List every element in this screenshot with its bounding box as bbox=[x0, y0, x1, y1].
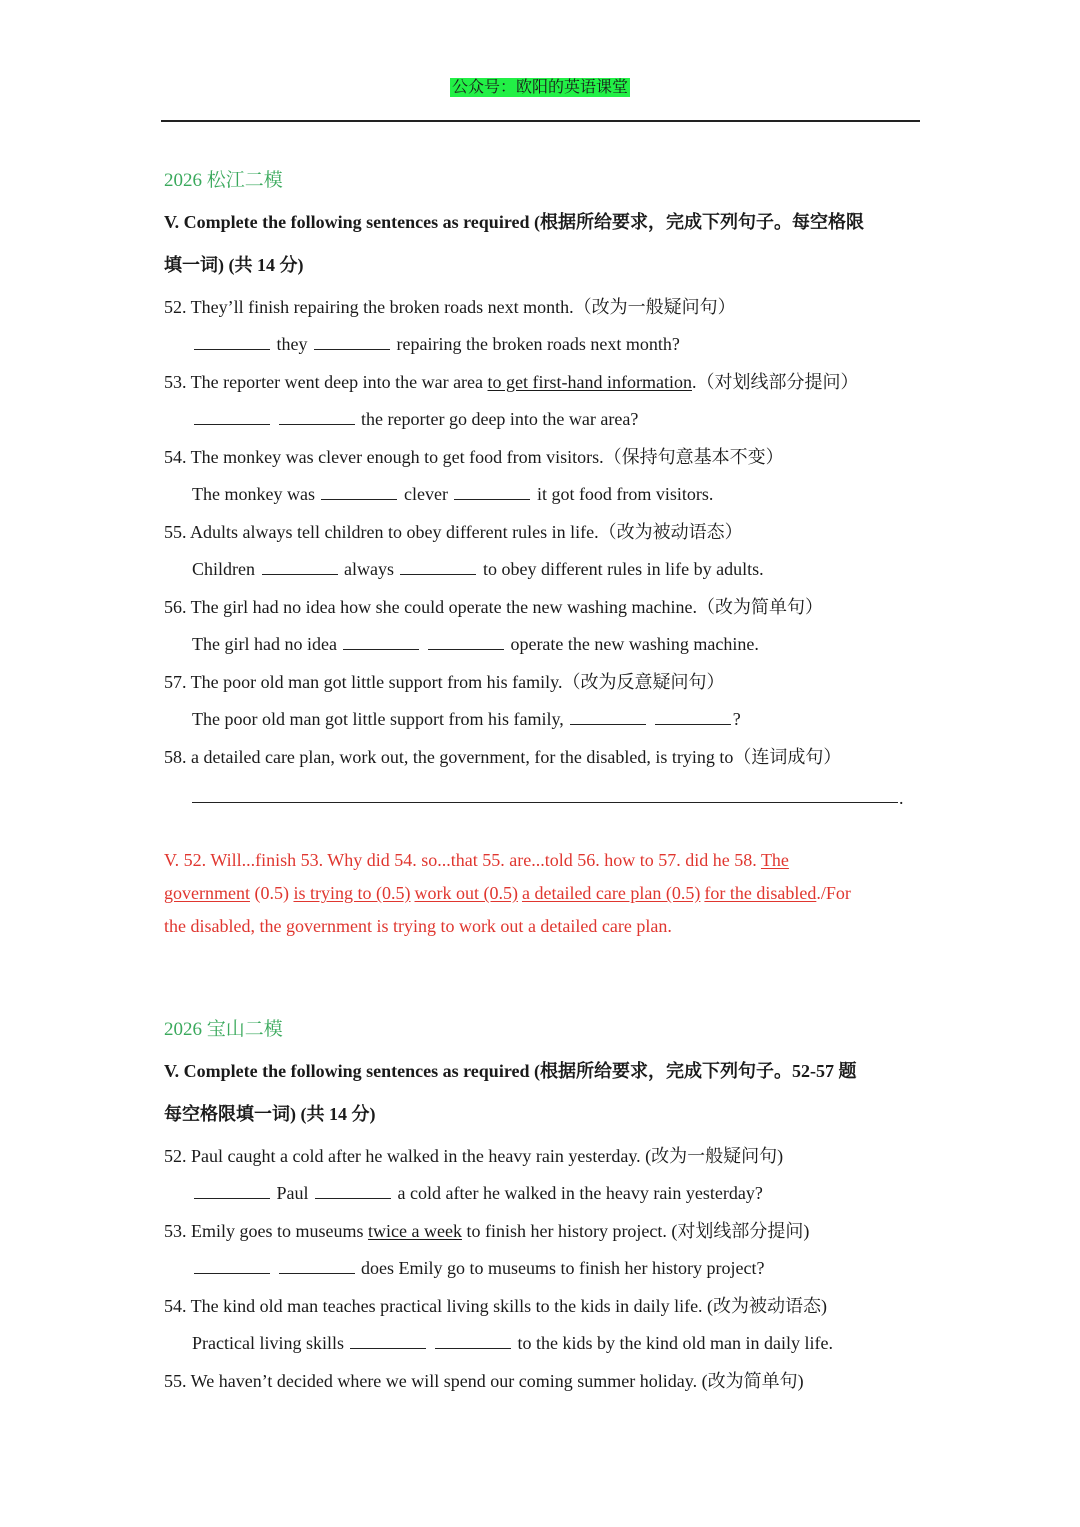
answer-blank[interactable] bbox=[454, 484, 530, 500]
answer-blank[interactable] bbox=[262, 559, 338, 575]
answer-text: The monkey was bbox=[192, 484, 315, 504]
answer-text: always bbox=[344, 559, 394, 579]
question-58: 58. a detailed care plan, work out, the government, for the disabled, is trying to（连词成句） bbox=[164, 747, 842, 767]
answer-key-underlined: The bbox=[760, 850, 789, 870]
answer-key-underlined: government bbox=[164, 883, 250, 903]
instruction-line: V. Complete the following sentences as required (根据所给要求，完成下列句子。52-57 题 bbox=[164, 1061, 857, 1081]
instruction-line: 填一词) (共 14 分) bbox=[164, 255, 304, 275]
answer-line-56 bbox=[192, 632, 759, 656]
question-54: 54. The kind old man teaches practical living skills to the kids in daily life. (改为被动语态) bbox=[164, 1296, 828, 1316]
answer-blank[interactable] bbox=[314, 334, 390, 350]
answer-text: a cold after he walked in the heavy rain yesterday? bbox=[397, 1183, 763, 1203]
answer-key-line: the disabled, the government is trying to work out a detailed care plan. bbox=[164, 916, 672, 936]
answer-line-54 bbox=[192, 1331, 833, 1355]
answer-blank[interactable] bbox=[655, 709, 731, 725]
answer-blank[interactable] bbox=[315, 1183, 391, 1199]
answer-text: the reporter go deep into the war area? bbox=[361, 409, 639, 429]
header-divider bbox=[161, 120, 920, 122]
answer-text: repairing the broken roads next month? bbox=[396, 334, 680, 354]
section-title: 2026 松江二模 bbox=[164, 170, 283, 191]
answer-line-57 bbox=[192, 707, 741, 731]
answer-text: Children bbox=[192, 559, 255, 579]
question-52: 52. They’ll finish repairing the broken roads next month.（改为一般疑问句） bbox=[164, 297, 736, 317]
answer-key-underlined: a detailed care plan (0.5) bbox=[521, 883, 701, 903]
section-title: 2026 宝山二模 bbox=[164, 1019, 283, 1040]
answer-end-period: . bbox=[899, 788, 904, 808]
answer-blank[interactable] bbox=[279, 409, 355, 425]
answer-text: operate the new washing machine. bbox=[510, 634, 759, 654]
source-label: 公众号：欧阳的英语课堂 bbox=[451, 79, 628, 96]
answer-key-text: V. 52. Will...finish 53. Why did 54. so...that 55. are...told 56. how to 57. did he 58. bbox=[164, 850, 761, 870]
answer-key-underlined: for the disabled bbox=[704, 883, 817, 903]
answer-line-55 bbox=[192, 557, 764, 581]
answer-line-53 bbox=[192, 1256, 764, 1280]
question-text: .（对划线部分提问） bbox=[691, 372, 859, 392]
question-53 bbox=[164, 1219, 809, 1243]
answer-blank[interactable] bbox=[194, 334, 270, 350]
answer-text: to the kids by the kind old man in daily life. bbox=[517, 1333, 833, 1353]
answer-line-52 bbox=[192, 1181, 763, 1205]
answer-blank[interactable] bbox=[194, 409, 270, 425]
question-54: 54. The monkey was clever enough to get food from visitors.（保持句意基本不变） bbox=[164, 447, 784, 467]
answer-key-underlined: work out (0.5) bbox=[414, 883, 518, 903]
answer-blank[interactable] bbox=[400, 559, 476, 575]
answer-blank[interactable] bbox=[194, 1258, 270, 1274]
answer-text: it got food from visitors. bbox=[536, 484, 714, 504]
answer-text: Practical living skills bbox=[192, 1333, 344, 1353]
answer-text: The poor old man got little support from his family, bbox=[192, 709, 564, 729]
answer-blank[interactable] bbox=[279, 1258, 355, 1274]
question-text: to finish her history project. (对划线部分提问) bbox=[461, 1221, 810, 1241]
answer-key-underlined: is trying to (0.5) bbox=[293, 883, 411, 903]
underlined-phrase: twice a week bbox=[368, 1221, 462, 1241]
answer-blank-long[interactable] bbox=[192, 802, 898, 803]
answer-line-54 bbox=[192, 482, 713, 506]
question-53 bbox=[164, 370, 858, 394]
source-header bbox=[0, 77, 1080, 99]
answer-key-text: ./For bbox=[816, 883, 851, 903]
instruction-line: V. Complete the following sentences as required (根据所给要求，完成下列句子。每空格限 bbox=[164, 212, 864, 232]
answer-text: Paul bbox=[276, 1183, 309, 1203]
answer-text: to obey different rules in life by adults. bbox=[482, 559, 764, 579]
answer-text: The girl had no idea bbox=[192, 634, 337, 654]
answer-blank[interactable] bbox=[321, 484, 397, 500]
instruction-line: 每空格限填一词) (共 14 分) bbox=[164, 1104, 376, 1124]
question-55: 55. We haven’t decided where we will spend our coming summer holiday. (改为简单句) bbox=[164, 1371, 804, 1391]
answer-line-52 bbox=[192, 332, 680, 356]
question-text: 53. The reporter went deep into the war area bbox=[164, 372, 488, 392]
answer-key-line bbox=[164, 881, 851, 905]
answer-key-line bbox=[164, 848, 789, 872]
question-55: 55. Adults always tell children to obey different rules in life.（改为被动语态） bbox=[164, 522, 743, 542]
question-56: 56. The girl had no idea how she could operate the new washing machine.（改为简单句） bbox=[164, 597, 824, 617]
answer-blank[interactable] bbox=[343, 634, 419, 650]
answer-blank[interactable] bbox=[350, 1333, 426, 1349]
answer-line-53 bbox=[192, 407, 638, 431]
answer-blank[interactable] bbox=[194, 1183, 270, 1199]
question-text: 53. Emily goes to museums bbox=[164, 1221, 368, 1241]
answer-key-text: (0.5) bbox=[249, 883, 294, 903]
answer-text: they bbox=[276, 334, 308, 354]
answer-text: does Emily go to museums to finish her history project? bbox=[361, 1258, 765, 1278]
answer-blank[interactable] bbox=[570, 709, 646, 725]
answer-blank[interactable] bbox=[435, 1333, 511, 1349]
answer-text: clever bbox=[403, 484, 448, 504]
answer-text: ? bbox=[732, 709, 741, 729]
answer-blank[interactable] bbox=[428, 634, 504, 650]
underlined-phrase: to get first-hand information bbox=[487, 372, 692, 392]
question-57: 57. The poor old man got little support from his family.（改为反意疑问句） bbox=[164, 672, 725, 692]
question-52: 52. Paul caught a cold after he walked in the heavy rain yesterday. (改为一般疑问句) bbox=[164, 1146, 784, 1166]
